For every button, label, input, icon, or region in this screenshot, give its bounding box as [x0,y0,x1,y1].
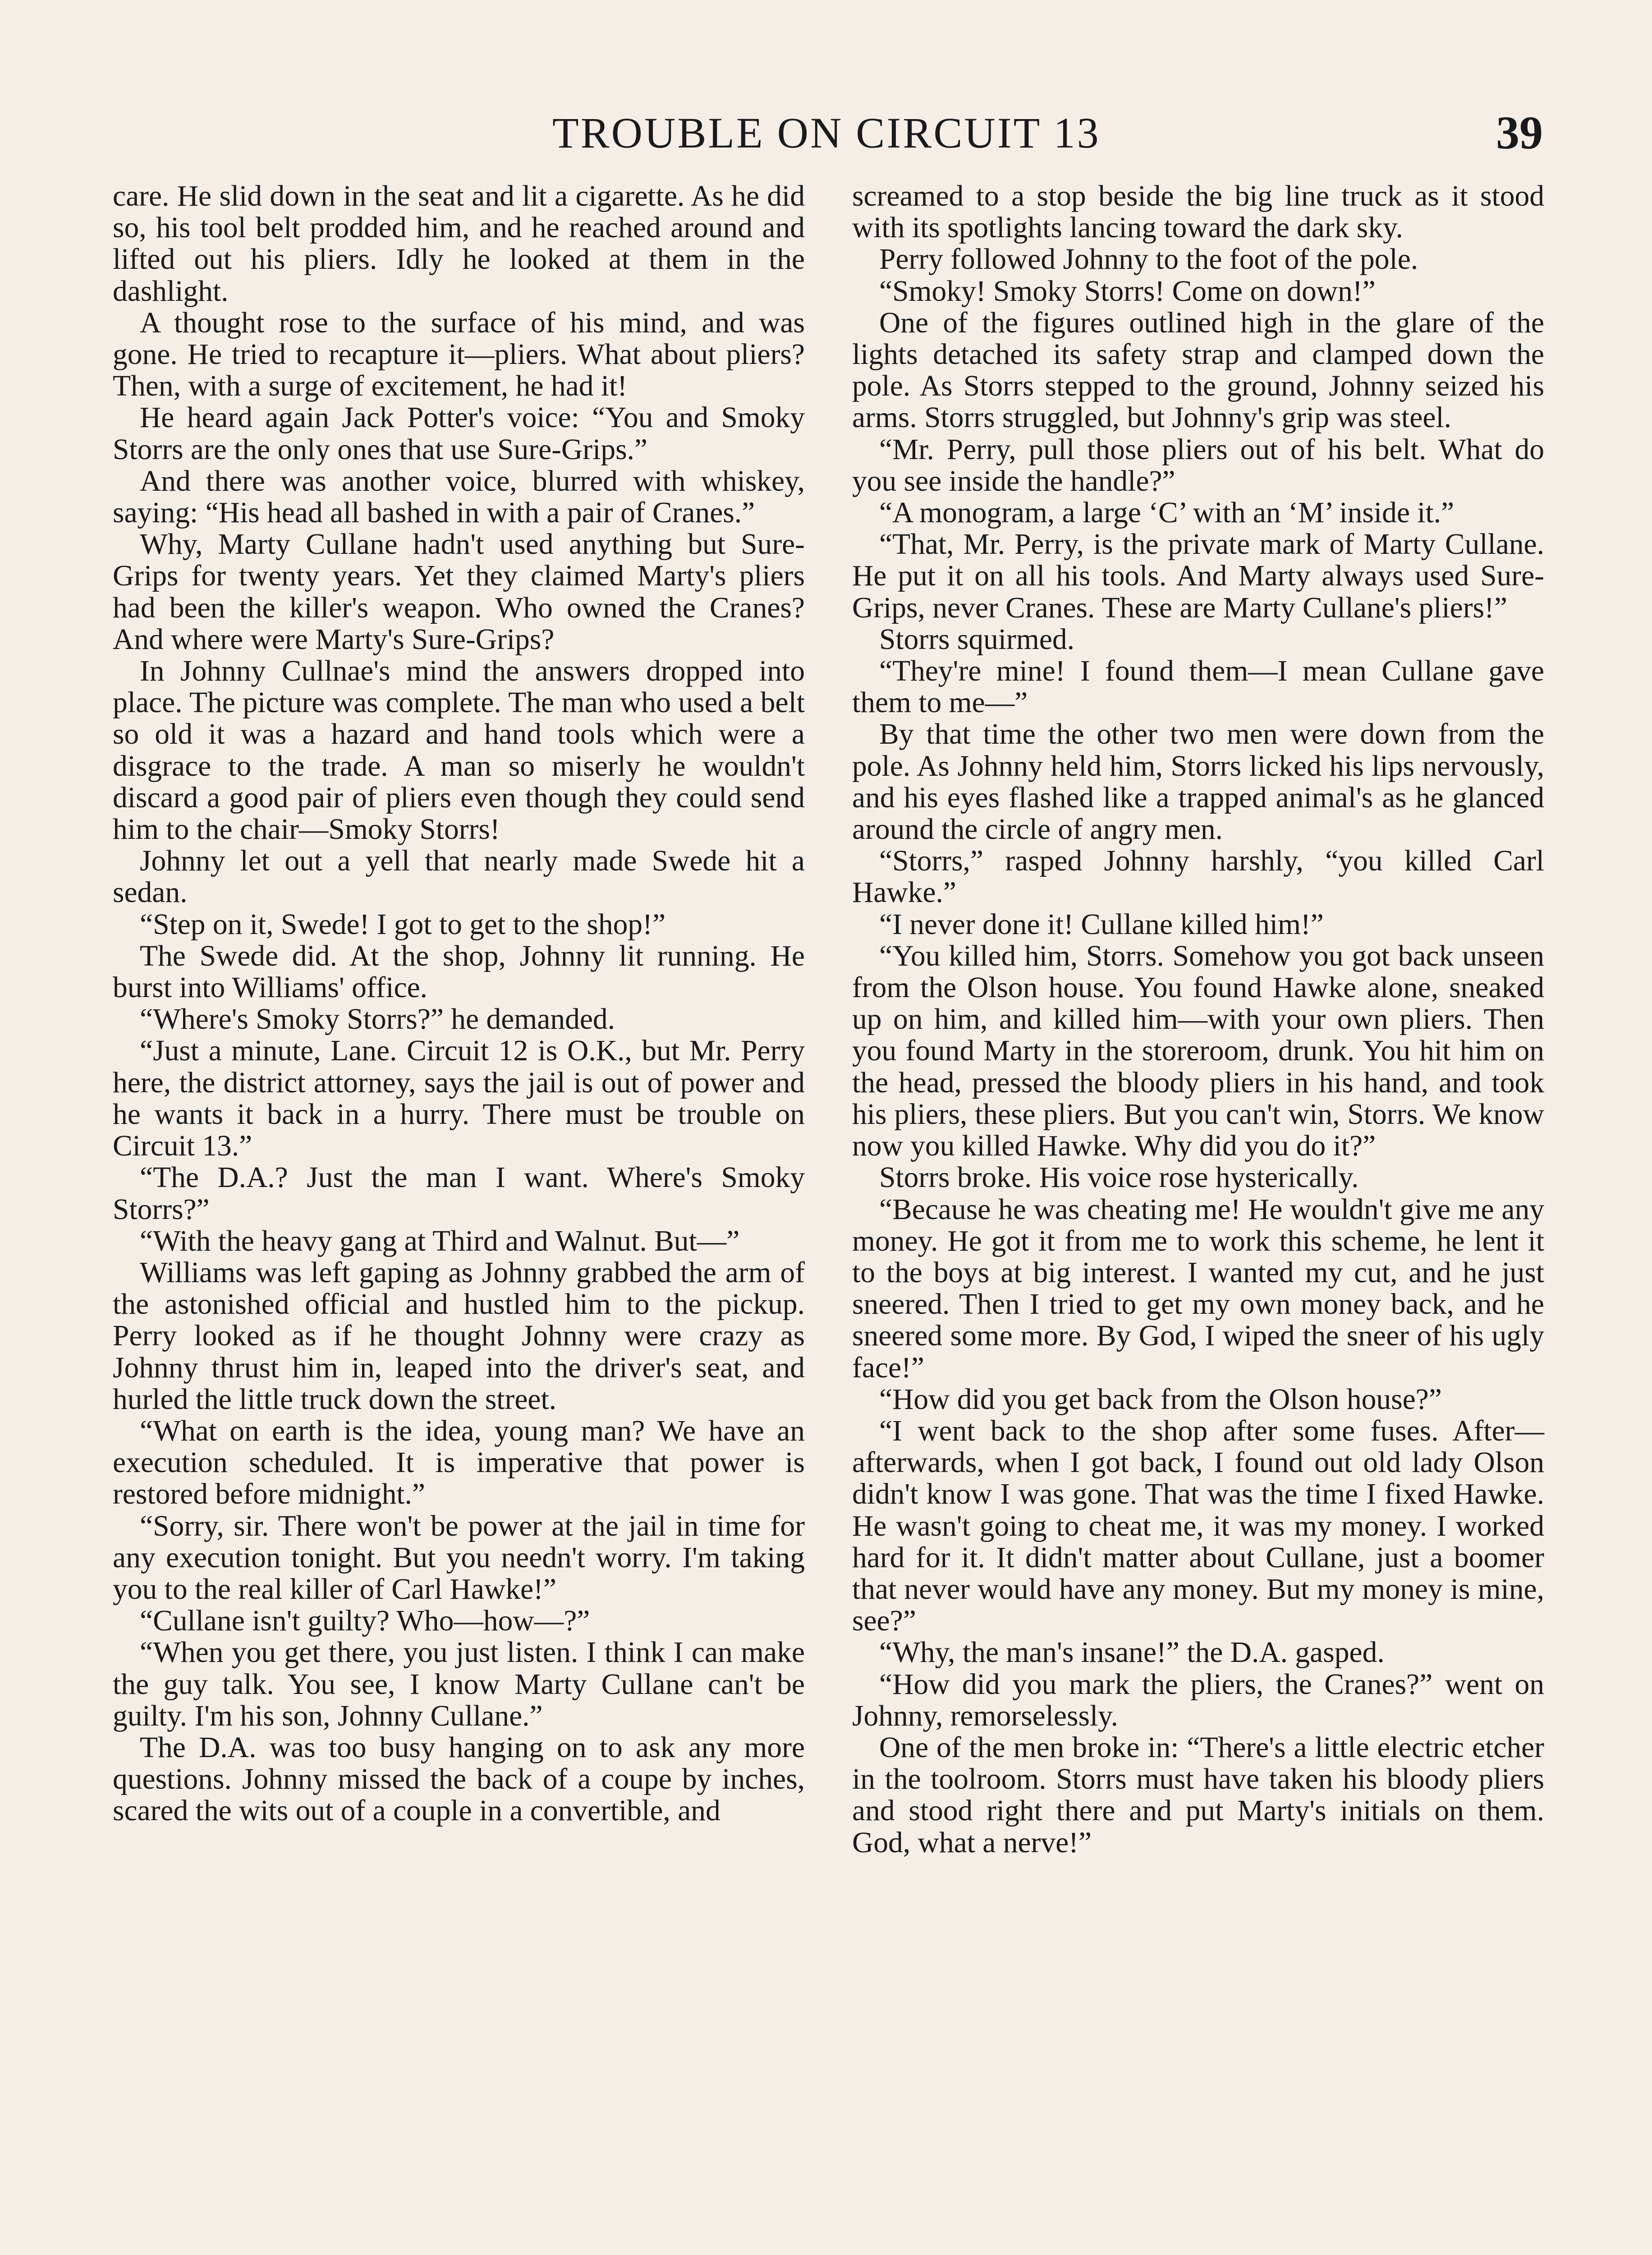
paragraph: “Cullane isn't guilty? Who—how—?” [140,1605,590,1638]
running-title: TROUBLE ON CIRCUIT 13 [552,109,1101,157]
paragraph: “Just a minute, Lane. Circuit 12 is O.K., but Mr. Perry here, the district attorney, says the jail is out of power and he wants it back in a hurry. There must be trouble on Circuit 13.” [113,1035,805,1163]
text-column-left [113,180,805,1827]
paragraph: Storrs squirmed. [879,623,1075,656]
paragraph: And there was another voice, blurred with whiskey, saying: “His head all bashed in with a pair of Cranes.” [113,465,805,529]
paragraph: Why, Marty Cullane hadn't used anything but Sure-Grips for twenty years. Yet they claimed Marty's pliers had been the killer's weapon. Who owned the Cranes? And where were Marty's Sure-Grips? [113,528,805,656]
paragraph: “That, Mr. Perry, is the private mark of Marty Cullane. He put it on all his tools. And Marty always used Sure-Grips, never Cranes. These are Marty Cullane's pliers!” [852,528,1544,624]
paragraph: “The D.A.? Just the man I want. Where's Smoky Storrs?” [113,1161,805,1226]
paragraph: The Swede did. At the shop, Johnny lit running. He burst into Williams' office. [113,939,805,1004]
paragraph: Perry followed Johnny to the foot of the pole. [879,243,1418,276]
paragraph: By that time the other two men were down from the pole. As Johnny held him, Storrs licked his lips nervously, and his eyes flashed like a trapped animal's as he glanced around the circle of angry men. [852,718,1544,846]
paragraph: “Sorry, sir. There won't be power at the jail in time for any execution tonight. But you needn't worry. I'm taking you to the real killer of Carl Hawke!” [113,1509,805,1606]
paragraph: One of the men broke in: “There's a little electric etcher in the toolroom. Storrs must have taken his bloody pliers and stood right there and put Marty's initials on them. God, what a nerve!” [852,1731,1544,1859]
paragraph: “When you get there, you just listen. I think I can make the guy talk. You see, I know Marty Cullane can't be guilty. I'm his son, Johnny Cullane.” [113,1636,805,1732]
paragraph: Storrs broke. His voice rose hysterically. [879,1161,1359,1194]
paragraph: “Storrs,” rasped Johnny harshly, “you killed Carl Hawke.” [852,845,1544,909]
paragraph: In Johnny Cullnae's mind the answers dropped into place. The picture was complete. The man who used a belt so old it was a hazard and hand tools which were a disgrace to the trade. A man so miserly he wouldn't discard a good pair of pliers even though they could send him to the chair—Smoky Storrs! [113,655,805,846]
paragraph: “How did you mark the pliers, the Cranes?” went on Johnny, remorselessly. [852,1668,1544,1732]
paragraph: “With the heavy gang at Third and Walnut. But—” [140,1224,740,1257]
paragraph: “I went back to the shop after some fuses. After—afterwards, when I got back, I found out old lady Olson didn't know I was gone. That was the time I fixed Hawke. He wasn't going to cheat me, it was my money. I worked hard for it. It didn't matter about Cullane, just a boomer that never would have any money. But my money is mine, see?” [852,1414,1544,1638]
paragraph: He heard again Jack Potter's voice: “You and Smoky Storrs are the only ones that use Sure-Grips.” [113,401,805,466]
paragraph: “They're mine! I found them—I mean Cullane gave them to me—” [852,655,1544,719]
paragraph: One of the figures outlined high in the glare of the lights detached its safety strap and clamped down the pole. As Storrs stepped to the ground, Johnny seized his arms. Storrs struggled, but Johnny's grip was steel. [852,306,1544,434]
paragraph: “Where's Smoky Storrs?” he demanded. [140,1003,615,1036]
paragraph: Williams was left gaping as Johnny grabbed the arm of the astonished official and hustled him to the pickup. Perry looked as if he thought Johnny were crazy as Johnny thrust him in, leaped into the driver's seat, and hurled the little truck down the street. [113,1256,805,1416]
paragraph: care. He slid down in the seat and lit a cigarette. As he did so, his tool belt prodded him, and he reached around and lifted out his pliers. Idly he looked at them in the dashlight. [113,180,805,308]
page-number: 39 [1496,107,1543,159]
page-header [0,106,1652,174]
paragraph: The D.A. was too busy hanging on to ask any more questions. Johnny missed the back of a coupe by inches, scared the wits out of a couple in a convertible, and [113,1731,805,1827]
paragraph: “You killed him, Storrs. Somehow you got back unseen from the Olson house. You found Hawke alone, sneaked up on him, and killed him—with your own pliers. Then you found Marty in the storeroom, drunk. You hit him on the head, pressed the bloody pliers in his hand, and took his pliers, these pliers. But you can't win, Storrs. We know now you killed Hawke. Why did you do it?” [852,939,1544,1163]
paragraph: “Smoky! Smoky Storrs! Come on down!” [879,275,1376,308]
paragraph: “How did you get back from the Olson house?” [879,1383,1442,1416]
paragraph: “Because he was cheating me! He wouldn't give me any money. He got it from me to work this scheme, he lent it to the boys at big interest. I wanted my cut, and he just sneered. Then I tried to get my own money back, and he sneered some more. By God, I wiped the sneer of his ugly face!” [852,1193,1544,1384]
paragraph: “What on earth is the idea, young man? We have an execution scheduled. It is imperative that power is restored before midnight.” [113,1414,805,1511]
text-column-right [852,180,1544,1859]
paragraph: “Mr. Perry, pull those pliers out of his belt. What do you see inside the handle?” [852,433,1544,497]
paragraph: “Why, the man's insane!” the D.A. gasped. [879,1636,1385,1669]
paragraph: Johnny let out a yell that nearly made Swede hit a sedan. [113,845,805,909]
paragraph: “A monogram, a large ‘C’ with an ‘M’ inside it.” [879,497,1455,529]
paragraph: “I never done it! Cullane killed him!” [879,908,1324,941]
paragraph: A thought rose to the surface of his mind, and was gone. He tried to recapture it—pliers. What about pliers? Then, with a surge of excitement, he had it! [113,306,805,403]
paragraph: screamed to a stop beside the big line truck as it stood with its spotlights lancing toward the dark sky. [852,180,1544,244]
paragraph: “Step on it, Swede! I got to get to the shop!” [140,908,666,941]
